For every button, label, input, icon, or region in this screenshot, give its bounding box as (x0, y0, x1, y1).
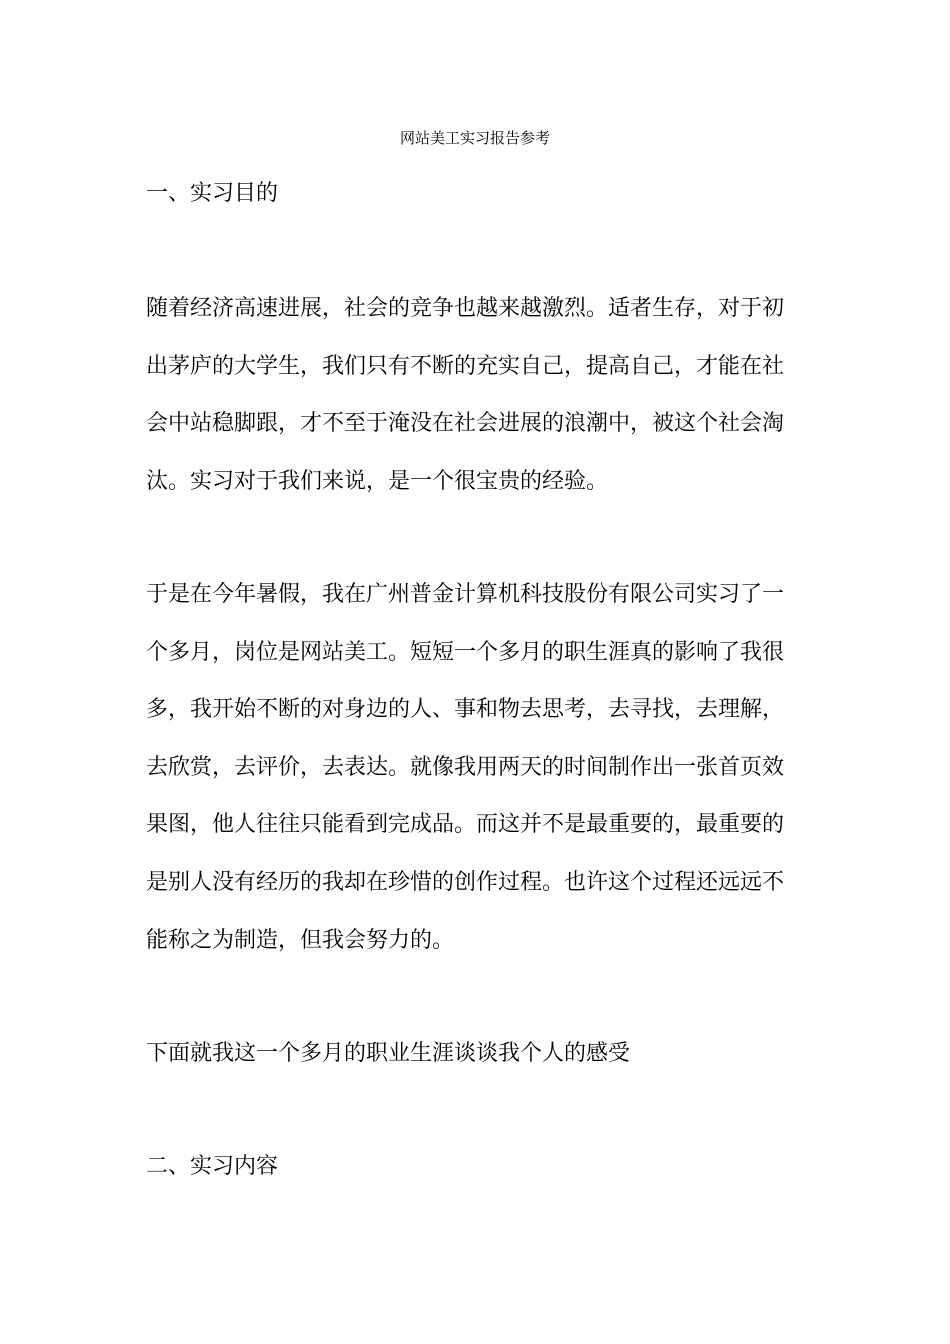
paragraph-line: 个多月，岗位是网站美工。短短一个多月的职生涯真的影响了我很 (146, 639, 785, 665)
paragraph-line: 果图，他人往往只能看到完成品。而这并不是最重要的，最重要的 (146, 812, 785, 838)
paragraph-purpose (146, 280, 808, 510)
paragraph-line: 随着经济高速进展，社会的竞争也越来越激烈。适者生存，对于初 (146, 296, 785, 321)
paragraph-line: 去欣赏，去评价，去表达。就像我用两天的时间制作出一张首页效 (146, 754, 785, 780)
section-heading-purpose: 一、实习目的 (146, 181, 279, 206)
section-heading-content: 二、实习内容 (146, 1154, 279, 1179)
paragraph-line: 出茅庐的大学生，我们只有不断的充实自己，提高自己，才能在社 (146, 353, 785, 379)
document-title: 网站美工实习报告参考 (399, 129, 550, 147)
paragraph-feelings (146, 1025, 808, 1083)
paragraph-line: 汰。实习对于我们来说，是一个很宝贵的经验。 (146, 468, 609, 494)
paragraph-internship (146, 566, 808, 969)
paragraph-line: 能称之为制造，但我会努力的。 (146, 927, 455, 953)
paragraph-line: 多，我开始不断的对身边的人、事和物去思考，去寻找，去理解， (146, 697, 785, 723)
paragraph-line: 于是在今年暑假，我在广州普金计算机科技股份有限公司实习了一 (146, 582, 785, 607)
paragraph-line: 是别人没有经历的我却在珍惜的创作过程。也许这个过程还远远不 (146, 869, 785, 895)
paragraph-line: 下面就我这一个多月的职业生涯谈谈我个人的感受 (146, 1041, 631, 1066)
paragraph-line: 会中站稳脚跟，才不至于淹没在社会进展的浪潮中，被这个社会淘 (146, 411, 785, 437)
